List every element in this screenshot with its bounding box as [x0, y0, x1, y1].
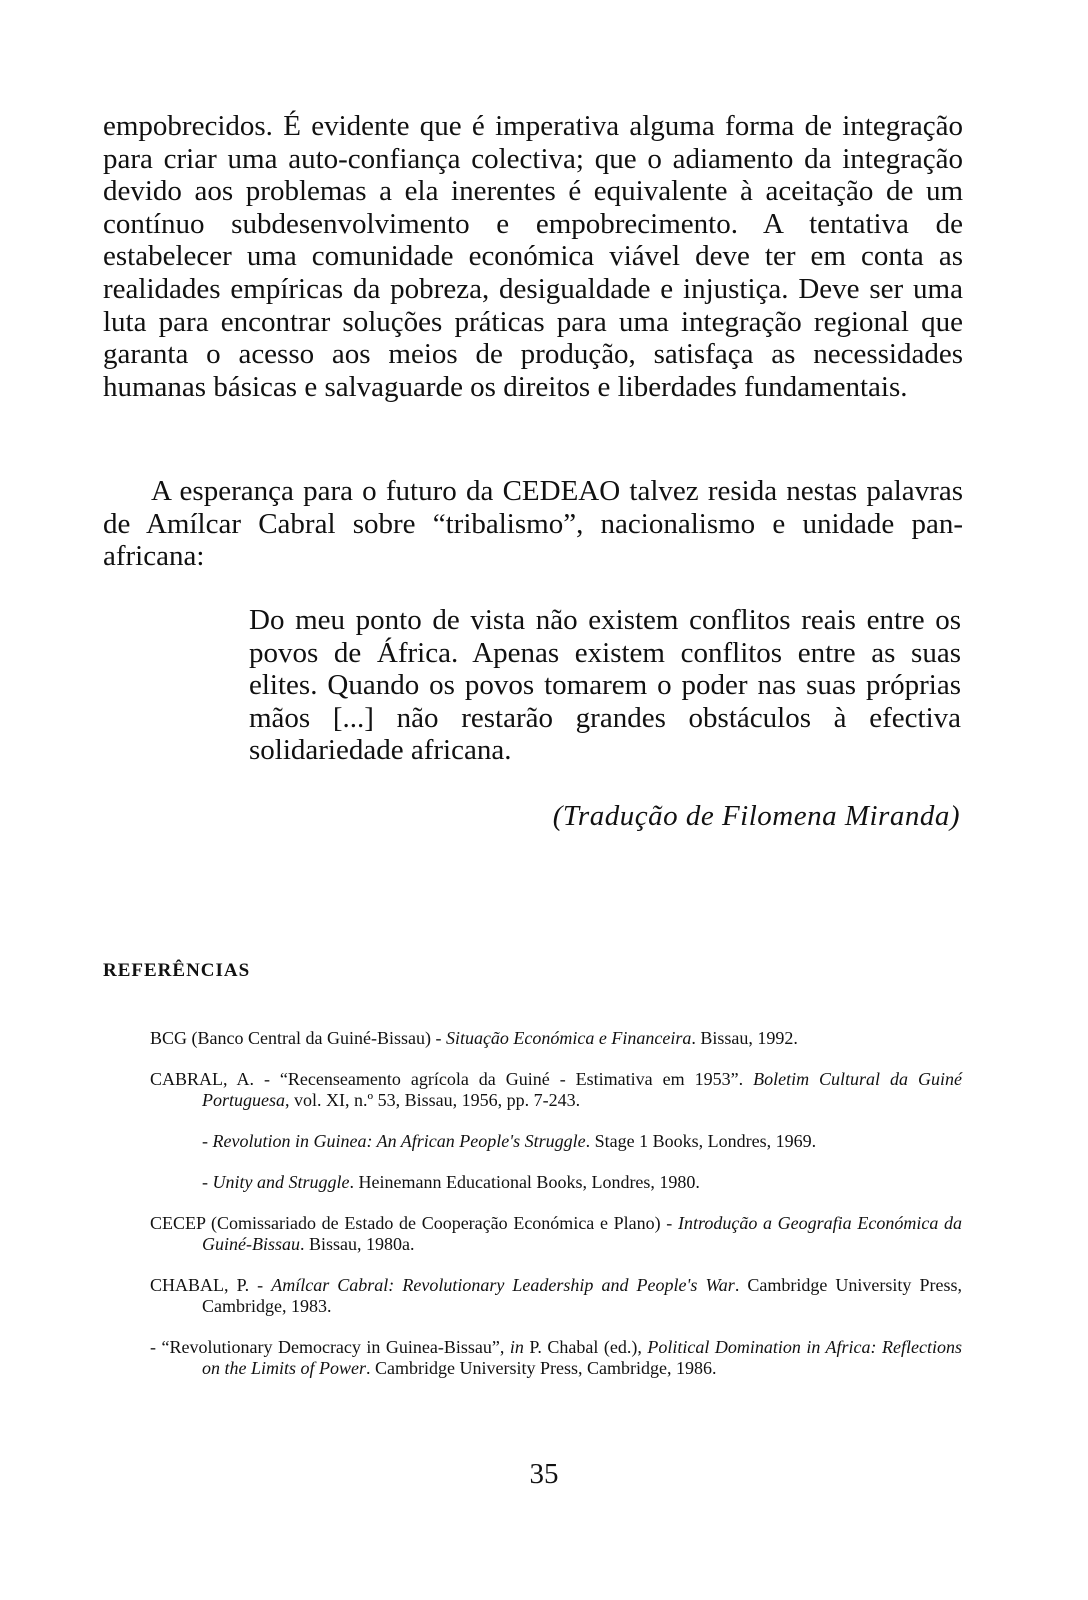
reference-text: P. Chabal (ed.), [523, 1337, 648, 1357]
reference-text: - [202, 1131, 213, 1151]
reference-title: Introdução a Geografia Económica da Guiné-Bissau [202, 1213, 963, 1254]
reference-text: . Bissau, 1980a. [300, 1234, 415, 1254]
reference-item [150, 1275, 962, 1317]
reference-text: , vol. XI, n.º 53, Bissau, 1956, pp. 7-243. [285, 1090, 581, 1110]
body-paragraph-2: A esperança para o futuro da CEDEAO talvez resida nestas palavras de Amílcar Cabral sobre “tribalismo”, nacionalismo e unidade pan-africana: [103, 475, 963, 573]
references-list [150, 1028, 962, 1399]
reference-item [150, 1028, 962, 1049]
reference-title: Boletim Cultural da Guiné Portuguesa [202, 1069, 962, 1110]
reference-text: . Heinemann Educational Books, Londres, 1980. [349, 1172, 700, 1192]
page-number: 35 [529, 1458, 559, 1490]
reference-text: CECEP (Comissariado de Estado de Cooperação Económica e Plano) - [150, 1213, 678, 1233]
reference-item [150, 1131, 962, 1152]
reference-title: Unity and Struggle [212, 1172, 350, 1192]
reference-text: CABRAL, A. - “Recenseamento agrícola da Guiné - Estimativa em 1953”. [150, 1069, 754, 1089]
reference-text: . Cambridge University Press, Cambridge, 1986. [366, 1358, 717, 1378]
reference-item [150, 1213, 962, 1255]
reference-item [150, 1069, 962, 1111]
translation-credit: (Tradução de Filomena Miranda) [552, 800, 960, 832]
reference-text: . Bissau, 1992. [691, 1028, 798, 1048]
body-paragraph-1: empobrecidos. É evidente que é imperativa alguma forma de integração para criar uma auto-confiança colectiva; que o adiamento da integração devido aos problemas a ela inerentes é equivalente à aceitação de um contínuo subdesenvolvimento e empobrecimento. A tentativa de estabelecer uma comunidade económica viável deve ter em conta as realidades empíricas da pobreza, desigualdade e injustiça. Deve ser uma luta para encontrar soluções práticas para uma integração regional que garanta o acesso aos meios de produção, satisfaça as necessidades humanas básicas e salvaguarde os direitos e liberdades fundamentais. [103, 110, 963, 403]
reference-text: . Cambridge University Press, Cambridge, 1983. [202, 1275, 962, 1316]
reference-item [150, 1172, 962, 1193]
reference-text: BCG (Banco Central da Guiné-Bissau) - [150, 1028, 446, 1048]
references-heading: REFERÊNCIAS [103, 960, 251, 981]
reference-title: Amílcar Cabral: Revolutionary Leadership and People's War [271, 1275, 735, 1295]
reference-title: Situação Económica e Financeira [445, 1028, 692, 1048]
reference-title: Political Domination in Africa: Reflections on the Limits of Power [202, 1337, 963, 1378]
reference-title: Revolution in Guinea: An African People's Struggle [212, 1131, 586, 1151]
reference-in: in [509, 1337, 524, 1357]
block-quote: Do meu ponto de vista não existem conflitos reais entre os povos de África. Apenas existem conflitos entre as suas elites. Quando os povos tomarem o poder nas suas próprias mãos [...] não restarão grandes obstáculos à efectiva solidariedade africana. [249, 604, 961, 767]
reference-text: - “Revolutionary Democracy in Guinea-Bissau”, [150, 1337, 510, 1357]
reference-item [150, 1337, 962, 1379]
reference-text: CHABAL, P. - [150, 1275, 272, 1295]
reference-text: - [202, 1172, 213, 1192]
reference-text: . Stage 1 Books, Londres, 1969. [585, 1131, 817, 1151]
